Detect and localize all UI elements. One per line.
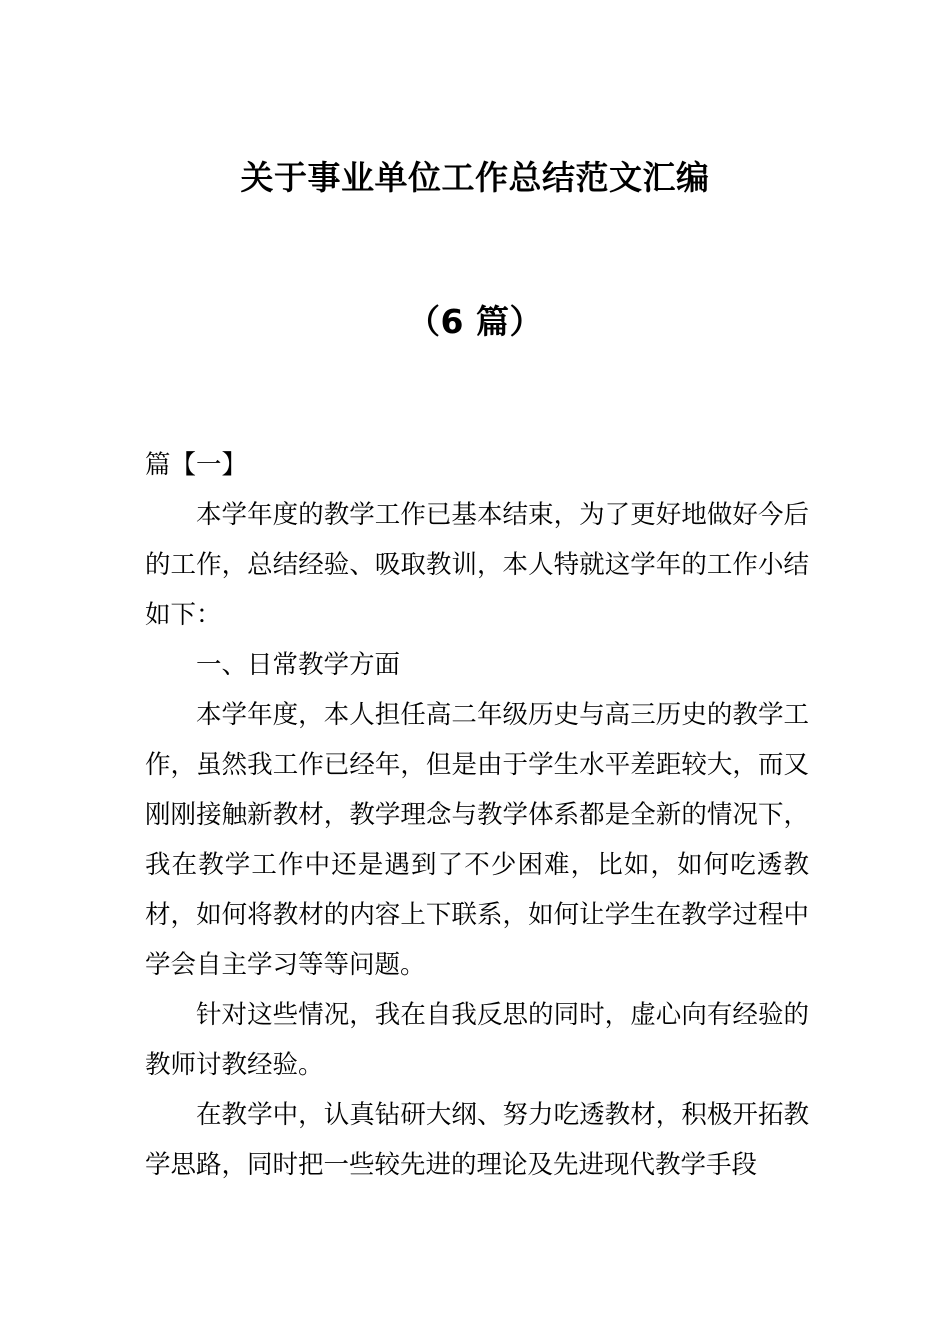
subsection-heading: 一、日常教学方面	[196, 650, 401, 680]
paragraph: 针对这些情况，我在自我反思的同时，虚心向有经验的教师讨教经验。	[145, 1000, 809, 1080]
paragraph: 本学年度的教学工作已基本结束，为了更好地做好今后的工作，总结经验、吸取教训，本人特就这学年的工作小结如下：	[145, 500, 809, 630]
section-heading: 篇【一】	[145, 450, 248, 480]
document-body	[145, 440, 809, 1190]
paragraph: 本学年度，本人担任高二年级历史与高三历史的教学工作，虽然我工作已经年，但是由于学生水平差距较大，而又刚刚接触新教材，教学理念与教学体系都是全新的情况下，我在教学工作中还是遇到了不少困难，比如，如何吃透教材，如何将教材的内容上下联系，如何让学生在教学过程中学会自主学习等等问题。	[145, 700, 809, 980]
paragraph: 在教学中，认真钻研大纲、努力吃透教材，积极开拓教学思路，同时把一些较先进的理论及先进现代教学手段	[145, 1100, 809, 1180]
document-subtitle: （6 篇）	[407, 302, 543, 341]
document-title: 关于事业单位工作总结范文汇编	[240, 158, 710, 197]
